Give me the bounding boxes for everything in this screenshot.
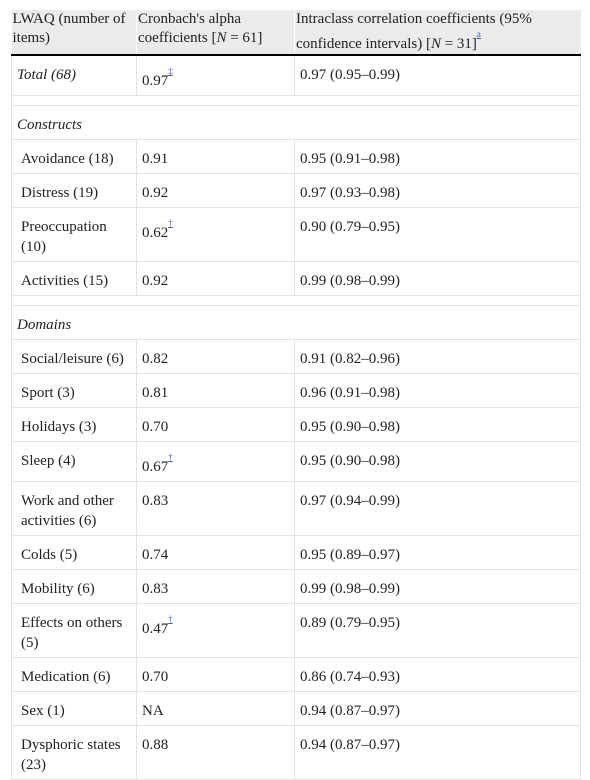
total-alpha <box>137 55 295 96</box>
header-lwaq-text: LWAQ (number of items) <box>12 11 126 46</box>
row-icc: 0.86 (0.74–0.93) <box>295 658 581 692</box>
row-label: Effects on others (5) <box>12 604 137 658</box>
row-icc: 0.97 (0.93–0.98) <box>295 174 581 208</box>
alpha-value: 0.70 <box>142 419 169 435</box>
alpha-value: 0.83 <box>142 581 169 597</box>
row-label: Sex (1) <box>12 692 137 726</box>
section-label-domains: Domains <box>12 306 581 340</box>
footnote-link-double-dagger[interactable]: ‡ <box>168 65 173 76</box>
table-row-preoccupation-10 <box>12 208 581 262</box>
table-row-medication-6 <box>12 658 581 692</box>
spacer-cell <box>12 96 581 106</box>
alpha-value: 0.92 <box>142 273 169 289</box>
table-row-work-and-other-activities-6 <box>12 482 581 536</box>
alpha-value: 0.47 <box>142 621 169 637</box>
row-alpha <box>137 208 295 262</box>
spacer-row <box>12 296 581 306</box>
table-row-sleep-4 <box>12 442 581 482</box>
row-icc: 0.95 (0.90–0.98) <box>295 408 581 442</box>
row-label: Medication (6) <box>12 658 137 692</box>
header-icc-n-value: = 31] <box>440 36 477 52</box>
row-label: Mobility (6) <box>12 570 137 604</box>
header-lwaq <box>12 10 137 55</box>
alpha-value: 0.67 <box>142 459 169 475</box>
section-row-constructs <box>12 106 581 140</box>
table-row-social-leisure-6 <box>12 340 581 374</box>
table-row-distress-19 <box>12 174 581 208</box>
alpha-value: 0.83 <box>142 493 169 509</box>
header-row <box>12 10 581 55</box>
header-icc-text: Intraclass correlation coefficients (95% confidence intervals) [ <box>296 11 532 52</box>
alpha-value: 0.82 <box>142 351 169 367</box>
alpha-value: 0.70 <box>142 669 169 685</box>
row-icc: 0.94 (0.87–0.97) <box>295 692 581 726</box>
alpha-value: 0.62 <box>142 225 169 241</box>
results-table <box>11 10 581 780</box>
alpha-value: NA <box>142 703 164 719</box>
table-row-holidays-3 <box>12 408 581 442</box>
section-row-domains <box>12 306 581 340</box>
table-row-dysphoric-states-23 <box>12 726 581 780</box>
row-label: Work and other activities (6) <box>12 482 137 536</box>
row-label: Colds (5) <box>12 536 137 570</box>
header-icc <box>295 10 581 55</box>
row-icc: 0.90 (0.79–0.95) <box>295 208 581 262</box>
table-row-activities-15 <box>12 262 581 296</box>
row-label: Sleep (4) <box>12 442 137 482</box>
row-icc: 0.99 (0.98–0.99) <box>295 262 581 296</box>
table-row-total <box>12 55 581 96</box>
row-alpha <box>137 262 295 296</box>
header-cronbach <box>137 10 295 55</box>
alpha-value: 0.81 <box>142 385 169 401</box>
row-icc: 0.96 (0.91–0.98) <box>295 374 581 408</box>
spacer-cell <box>12 296 581 306</box>
alpha-value: 0.74 <box>142 547 169 563</box>
row-alpha <box>137 408 295 442</box>
footnote-link-a[interactable]: a <box>476 28 481 39</box>
table-row-sport-3 <box>12 374 581 408</box>
alpha-value: 0.92 <box>142 185 169 201</box>
footnote-link-dagger[interactable]: † <box>168 217 173 228</box>
row-alpha <box>137 726 295 780</box>
row-label: Distress (19) <box>12 174 137 208</box>
row-alpha <box>137 604 295 658</box>
table-row-colds-5 <box>12 536 581 570</box>
header-cronbach-text: Cronbach's alpha coefficients [ <box>138 11 242 46</box>
row-label: Avoidance (18) <box>12 140 137 174</box>
row-icc: 0.97 (0.94–0.99) <box>295 482 581 536</box>
row-icc: 0.91 (0.82–0.96) <box>295 340 581 374</box>
table-row-effects-on-others-5 <box>12 604 581 658</box>
table-row-sex-1 <box>12 692 581 726</box>
row-alpha <box>137 570 295 604</box>
row-alpha <box>137 140 295 174</box>
row-label: Dysphoric states (23) <box>12 726 137 780</box>
row-icc: 0.99 (0.98–0.99) <box>295 570 581 604</box>
table-row-mobility-6 <box>12 570 581 604</box>
row-alpha <box>137 536 295 570</box>
row-label: Preoccupation (10) <box>12 208 137 262</box>
row-alpha <box>137 374 295 408</box>
row-label: Social/leisure (6) <box>12 340 137 374</box>
row-label: Sport (3) <box>12 374 137 408</box>
header-icc-n: N <box>430 36 441 52</box>
alpha-value: 0.88 <box>142 737 169 753</box>
total-icc: 0.97 (0.95–0.99) <box>295 55 581 96</box>
table-container <box>11 10 580 780</box>
row-icc: 0.94 (0.87–0.97) <box>295 726 581 780</box>
footnote-link-dagger[interactable]: † <box>168 451 173 462</box>
footnote-link-dagger[interactable]: † <box>168 613 173 624</box>
row-label: Holidays (3) <box>12 408 137 442</box>
row-icc: 0.89 (0.79–0.95) <box>295 604 581 658</box>
alpha-value: 0.91 <box>142 151 169 167</box>
row-alpha <box>137 482 295 536</box>
total-alpha-value: 0.97 <box>142 73 169 89</box>
table-row-avoidance-18 <box>12 140 581 174</box>
section-label-constructs: Constructs <box>12 106 581 140</box>
spacer-row <box>12 96 581 106</box>
row-alpha <box>137 442 295 482</box>
row-alpha <box>137 692 295 726</box>
row-label: Activities (15) <box>12 262 137 296</box>
header-cronbach-n-value: = 61] <box>226 30 263 46</box>
header-cronbach-n: N <box>216 30 227 46</box>
row-alpha <box>137 340 295 374</box>
row-icc: 0.95 (0.89–0.97) <box>295 536 581 570</box>
total-label: Total (68) <box>12 55 137 96</box>
row-icc: 0.95 (0.90–0.98) <box>295 442 581 482</box>
row-icc: 0.95 (0.91–0.98) <box>295 140 581 174</box>
row-alpha <box>137 658 295 692</box>
row-alpha <box>137 174 295 208</box>
